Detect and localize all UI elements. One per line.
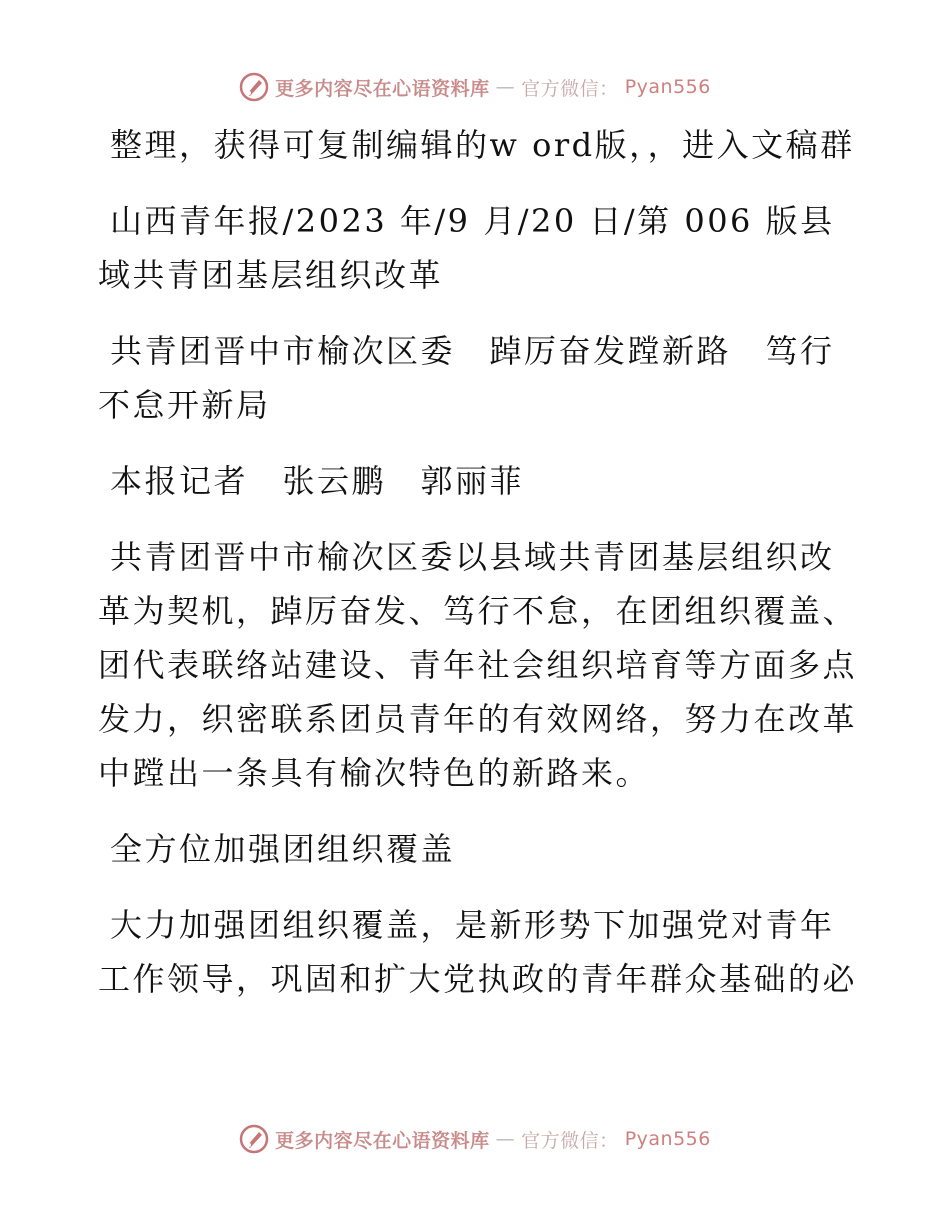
paragraph-lead: 共青团晋中市榆次区委以县域共青团基层组织改革为契机，踔厉奋发、笃行不怠，在团组织覆盖、团代表联络站建设、青年社会组织培育等方面多点发力，织密联系团员青年的有效网络，努力在改革中蹚出一条具有榆次特色的新路来。 [98, 538, 858, 792]
paragraph-source: 山西青年报/2023 年/9 月/20 日/第 006 版县域共青团基层组织改革 [98, 202, 835, 294]
watermark-separator: — [495, 76, 516, 98]
watermark-header [0, 72, 950, 102]
article-title: 共青团晋中市榆次区委 踔厉奋发蹚新路 笃行不怠开新局 [98, 332, 835, 424]
watermark-wechat-id: Pyan556 [624, 1128, 711, 1150]
watermark-wechat-label: 官方微信： [521, 77, 619, 100]
document-body [98, 118, 858, 1028]
article-byline: 本报记者 张云鹏 郭丽菲 [110, 462, 525, 500]
pen-circle-logo-icon [239, 1124, 269, 1154]
watermark-brand: 更多内容尽在心语资料库 [275, 77, 490, 100]
paragraph-intro: 整理，获得可复制编辑的w ord版，，进入文稿群 [110, 126, 855, 164]
watermark-brand: 更多内容尽在心语资料库 [275, 1129, 490, 1152]
watermark-wechat-label: 官方微信： [521, 1129, 619, 1152]
watermark-footer [0, 1124, 950, 1154]
pen-circle-logo-icon [239, 72, 269, 102]
watermark-wechat-id: Pyan556 [624, 76, 711, 98]
watermark-separator: — [495, 1128, 516, 1150]
section-heading: 全方位加强团组织覆盖 [110, 830, 456, 868]
paragraph-body: 大力加强团组织覆盖，是新形势下加强党对青年工作领导，巩固和扩大党执政的青年群众基础的必 [98, 906, 858, 998]
